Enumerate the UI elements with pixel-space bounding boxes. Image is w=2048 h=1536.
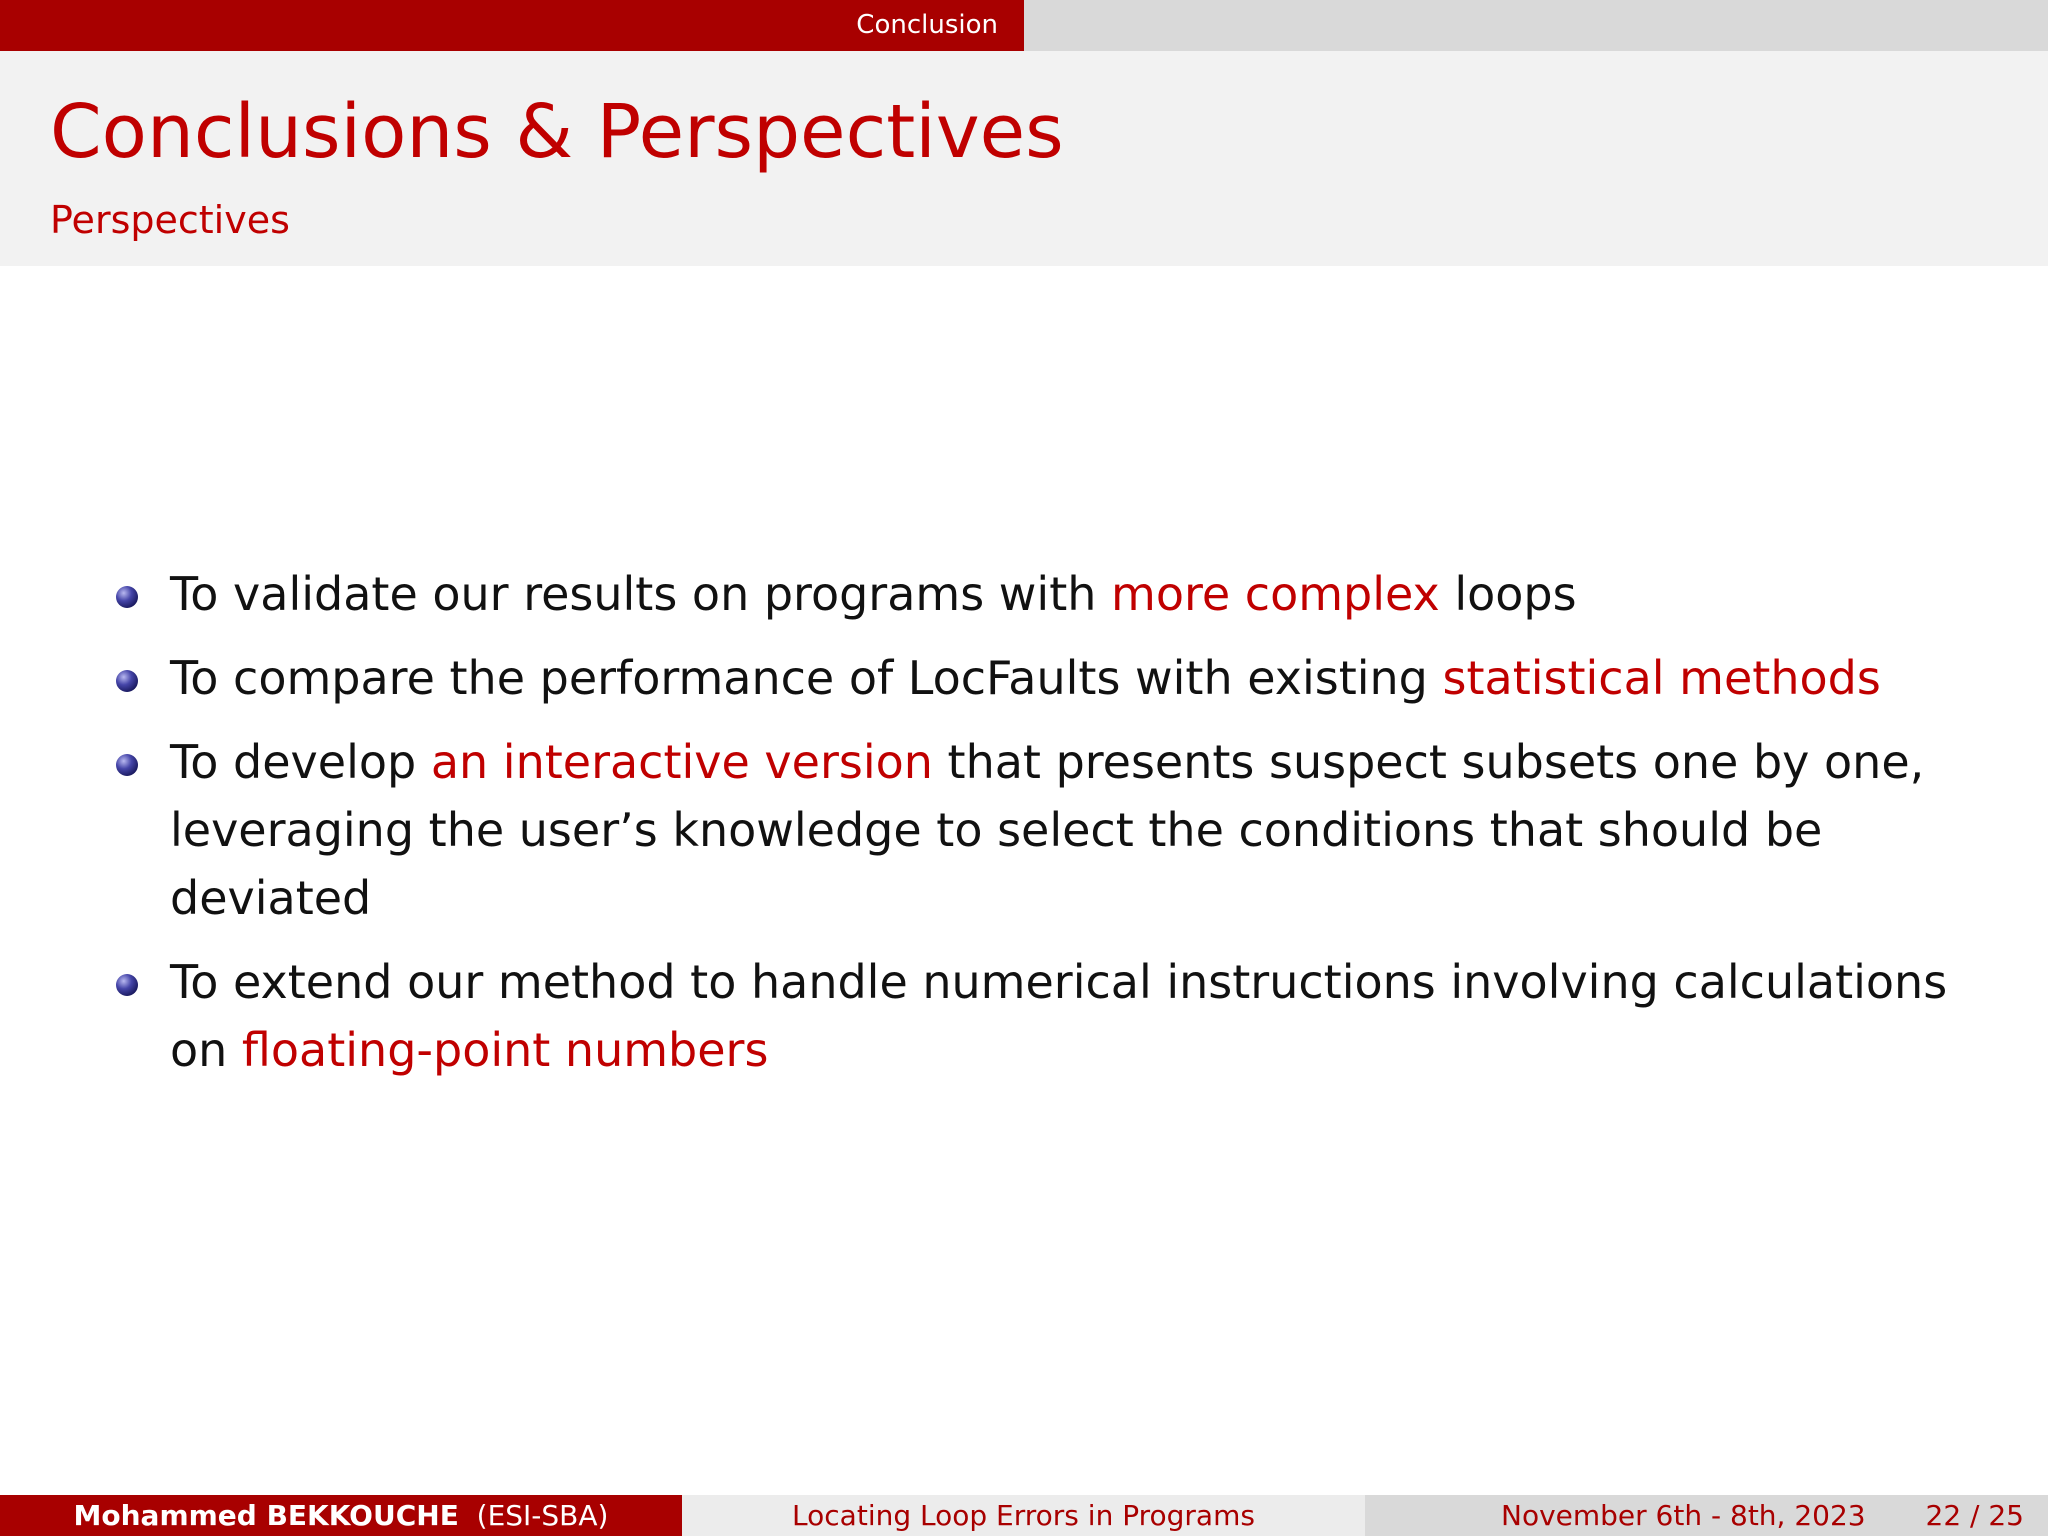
bullet-item (112, 644, 1992, 712)
slide-subtitle: Perspectives (50, 198, 290, 242)
slide-content (112, 560, 1992, 1100)
bullet-ball-icon (116, 586, 138, 608)
footer-page-number: 22 / 25 (1925, 1499, 2024, 1532)
bullet-item (112, 948, 1992, 1084)
footer-date-box (1365, 1495, 2048, 1536)
bullet-item (112, 560, 1992, 628)
bullet-text-end: loops (1439, 567, 1577, 621)
slide-title: Conclusions & Perspectives (50, 89, 1064, 175)
bullet-ball-icon (116, 754, 138, 776)
footer-title-box (682, 1495, 1365, 1536)
footer-author: Mohammed BEKKOUCHE (73, 1499, 459, 1532)
nav-section-label: Conclusion (856, 10, 998, 40)
top-navigation-bar (0, 0, 2048, 51)
footer-date: November 6th - 8th, 2023 (1501, 1499, 1866, 1532)
footer-affiliation: (ESI-SBA) (476, 1499, 609, 1532)
bullet-text: To extend our method to handle numerical instructions involving calculations on (170, 955, 1948, 1077)
bullet-text: To compare the performance of LocFaults with existing (170, 651, 1443, 705)
footer-talk-title: Locating Loop Errors in Programs (792, 1499, 1255, 1532)
footer-author-box (0, 1495, 682, 1536)
bullet-ball-icon (116, 670, 138, 692)
bullet-highlight: more complex (1111, 567, 1440, 621)
bullet-item (112, 728, 1992, 932)
bullet-list (112, 560, 1992, 1084)
bullet-text: To develop (170, 735, 431, 789)
bullet-ball-icon (116, 974, 138, 996)
bullet-highlight: an interactive version (430, 735, 933, 789)
footer-bar (0, 1495, 2048, 1536)
bullet-highlight: floating-point numbers (241, 1023, 769, 1077)
title-block (0, 51, 2048, 266)
nav-section-conclusion[interactable] (0, 0, 1024, 51)
bullet-text: To validate our results on programs with (170, 567, 1112, 621)
bullet-text-end: that presents suspect subsets one by one, leveraging the user’s knowledge to select the conditions that should be deviated (170, 735, 1925, 925)
bullet-highlight: statistical methods (1442, 651, 1881, 705)
